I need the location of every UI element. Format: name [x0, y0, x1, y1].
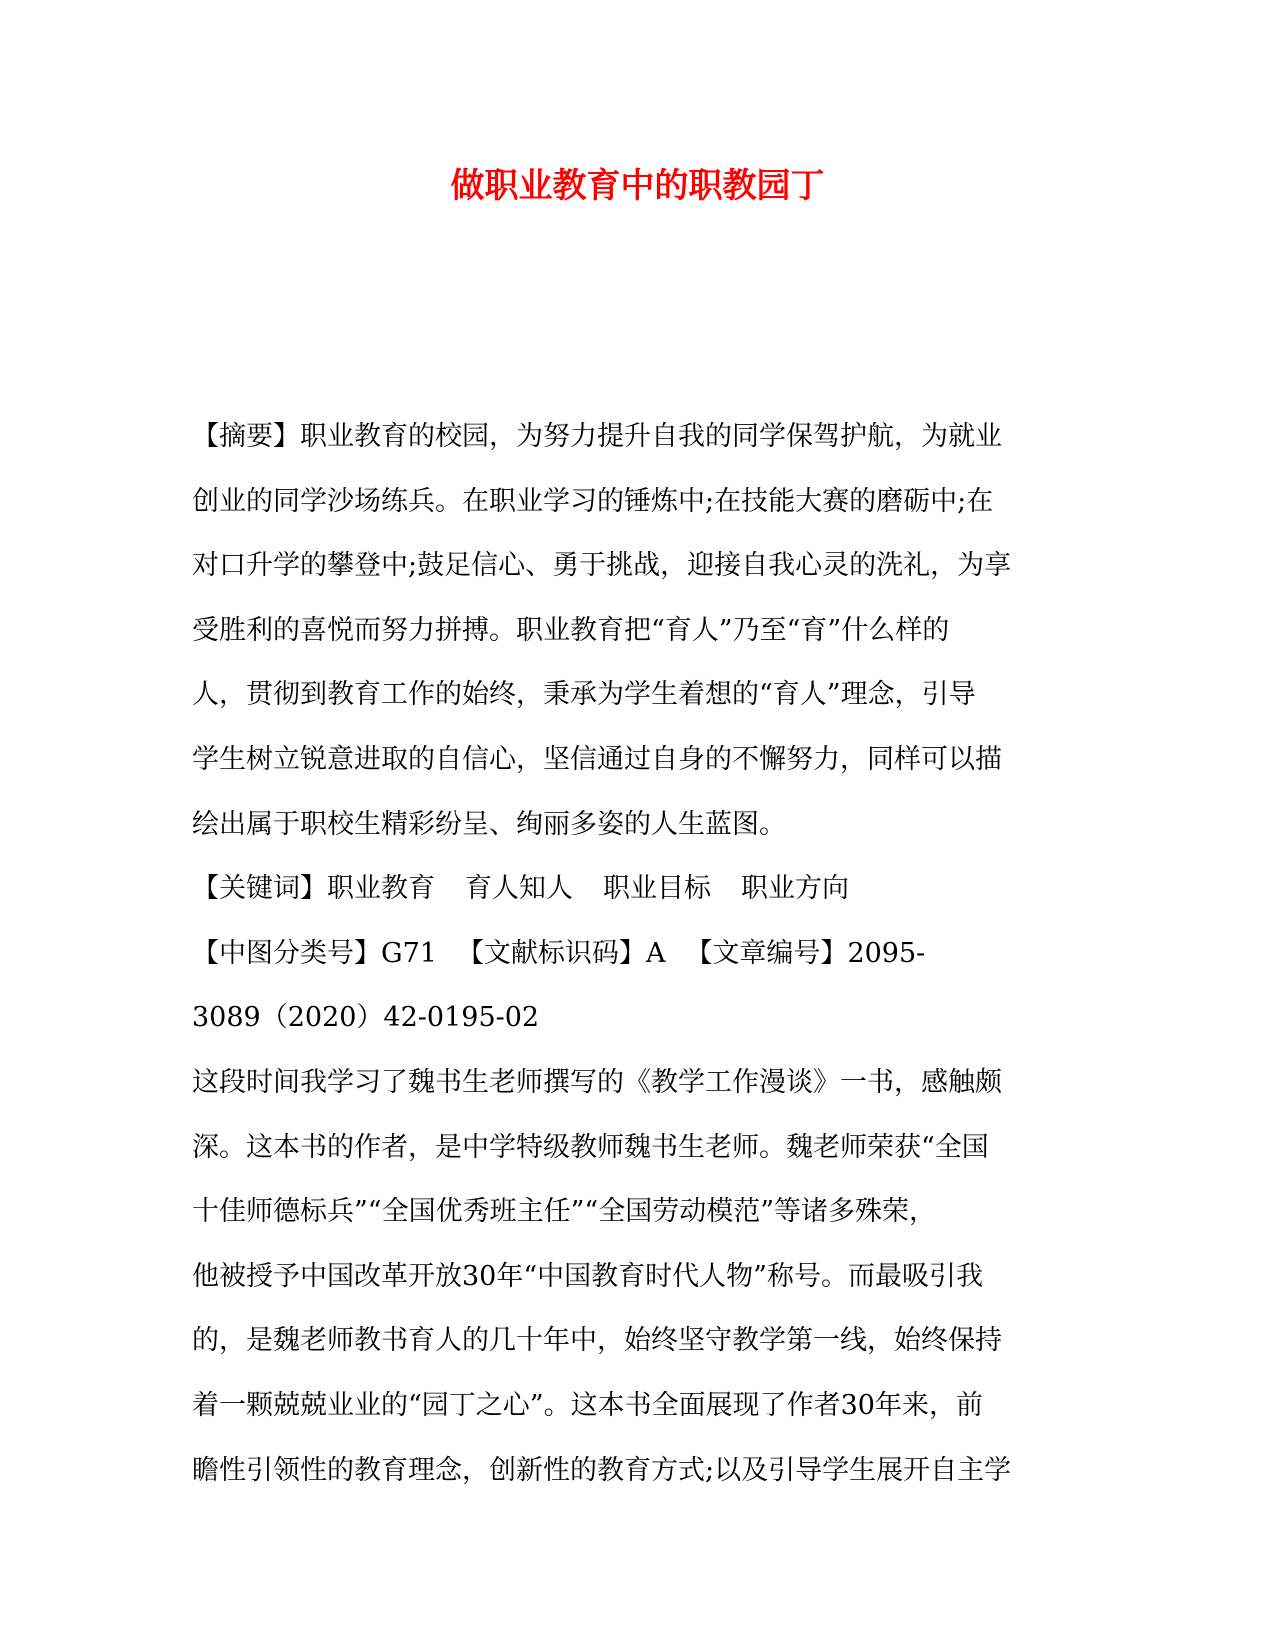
keywords-line	[192, 857, 1082, 922]
document-body	[192, 405, 1082, 1503]
clc-label: 【中图分类号】	[192, 937, 381, 969]
article-no-continued: 3089（2020）42-0195-02	[192, 1002, 540, 1034]
body-line: 这段时间我学习了魏书生老师撰写的《教学工作漫谈》一书，感触颇	[192, 1066, 1002, 1098]
article-no-value: 2095-	[847, 937, 926, 969]
abstract-line: 绘出属于职校生精彩纷呈、绚丽多姿的人生蓝图。	[192, 808, 786, 840]
keyword: 职业方向	[741, 873, 849, 905]
abstract-line: 创业的同学沙场练兵。在职业学习的锤炼中;在技能大赛的磨砺中;在	[192, 485, 994, 517]
clc-value: G71	[381, 937, 437, 969]
abstract-line: 人，贯彻到教育工作的始终，秉承为学生着想的“育人”理念，引导	[192, 679, 976, 711]
abstract-line: 对口升学的攀登中;鼓足信心、勇于挑战，迎接自我心灵的洗礼，为享	[192, 550, 1012, 582]
abstract-line: 受胜利的喜悦而努力拼搏。职业教育把“育人”乃至“育”什么样的	[192, 614, 950, 646]
body-line: 瞻性引领性的教育理念，创新性的教育方式;以及引导学生展开自主学	[192, 1454, 1012, 1486]
keyword: 育人知人	[465, 873, 573, 905]
article-no-label: 【文章编号】	[685, 937, 848, 969]
abstract-line: 【摘要】职业教育的校园，为努力提升自我的同学保驾护航，为就业	[192, 421, 1002, 452]
keyword: 职业教育	[327, 873, 435, 905]
doc-code-label: 【文献标识码】	[456, 937, 646, 969]
classification-line	[192, 922, 1082, 987]
body-line: 他被授予中国改革开放30年“中国教育时代人物”称号。而最吸引我	[192, 1260, 983, 1292]
abstract-line: 学生树立锐意进取的自信心，坚信通过自身的不懈努力，同样可以描	[192, 743, 1002, 775]
body-line: 十佳师德标兵”“全国优秀班主任”“全国劳动模范”等诸多殊荣，	[192, 1196, 937, 1228]
body-line: 着一颗兢兢业业的“园丁之心”。这本书全面展现了作者30年来，前	[192, 1389, 983, 1421]
keywords-label: 【关键词】	[192, 873, 327, 905]
document-title: 做职业教育中的职教园丁	[450, 166, 825, 206]
keyword: 职业目标	[603, 873, 711, 905]
doc-code-value: A	[645, 937, 666, 969]
body-line: 的，是魏老师教书育人的几十年中，始终坚守教学第一线，始终保持	[192, 1325, 1002, 1357]
body-line: 深。这本书的作者，是中学特级教师魏书生老师。魏老师荣获“全国	[192, 1131, 989, 1163]
